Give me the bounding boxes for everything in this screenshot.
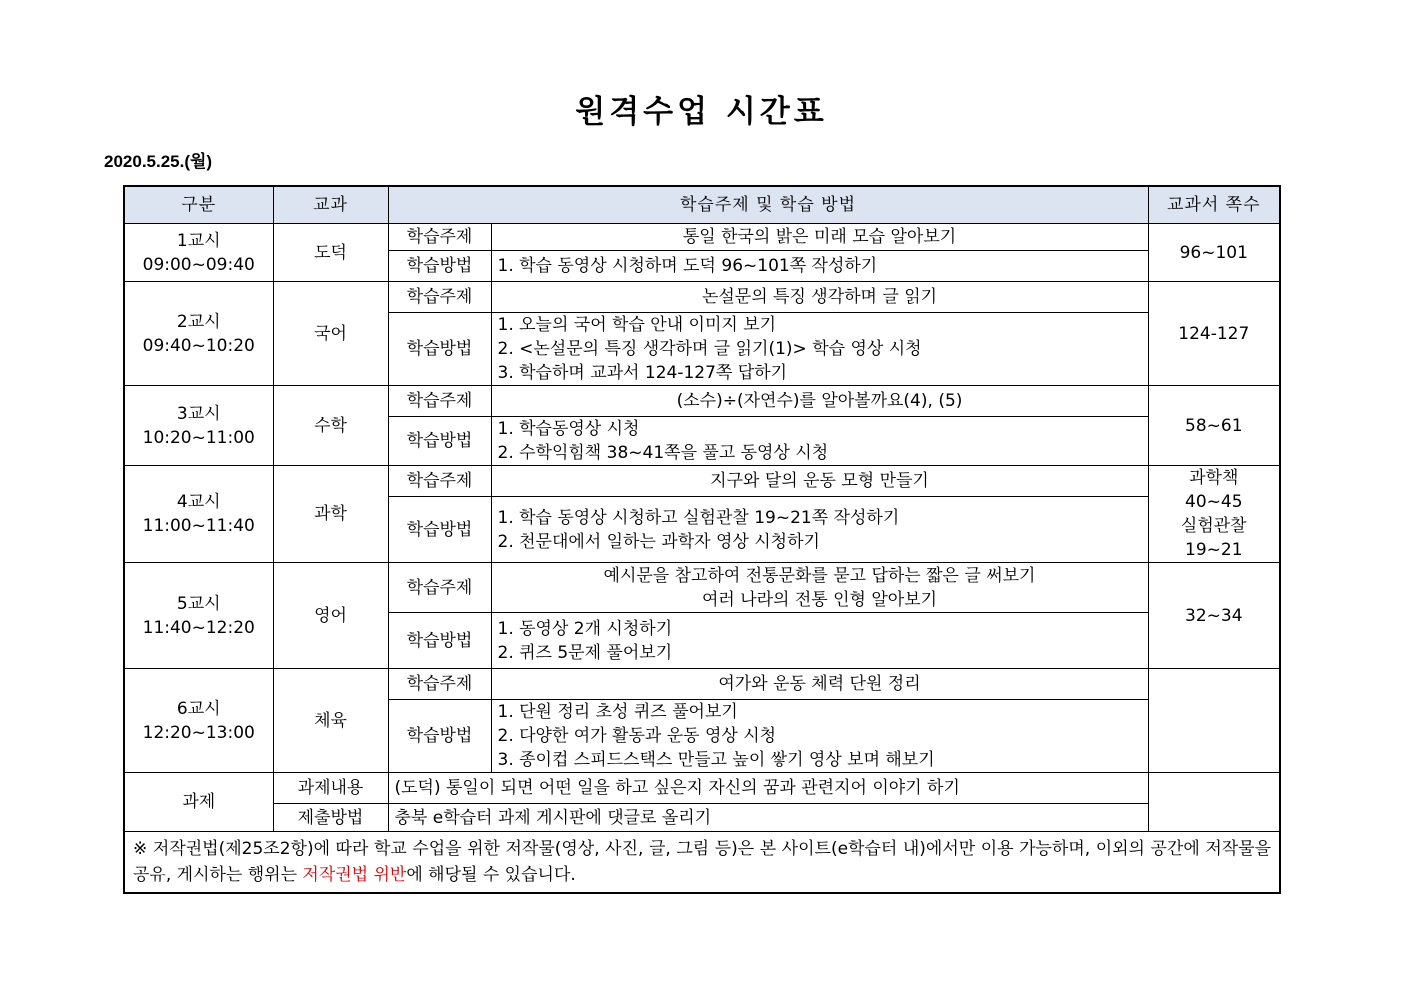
header-row bbox=[124, 186, 1280, 224]
topic-line: 통일 한국의 밝은 미래 모습 알아보기 bbox=[682, 227, 957, 247]
period-time: 09:00~09:40 bbox=[142, 254, 255, 275]
topic-line: 예시문을 참고하여 전통문화를 묻고 답하는 짧은 글 써보기 bbox=[603, 565, 1036, 586]
topic-label: 학습주제 bbox=[388, 282, 491, 313]
assignment-content-label: 과제내용 bbox=[273, 773, 388, 804]
method-line: 1. 동영상 2개 시청하기 bbox=[497, 618, 673, 639]
page-title: 원격수업 시간표 bbox=[575, 94, 828, 130]
period-row-1 bbox=[124, 224, 1280, 251]
period-cell bbox=[124, 282, 273, 386]
pages-cell bbox=[1148, 563, 1280, 669]
period-cell bbox=[124, 669, 273, 773]
assignment-content-row bbox=[124, 773, 1280, 804]
method-line: 3. 종이컵 스피드스택스 만들고 높이 쌓기 영상 보며 해보기 bbox=[497, 750, 935, 770]
period-name: 1교시 bbox=[176, 230, 221, 251]
header-category: 구분 bbox=[124, 186, 273, 224]
method-cell bbox=[491, 417, 1148, 466]
method-line: 2. <논설문의 특징 생각하며 글 읽기(1)> 학습 영상 시청 bbox=[497, 339, 922, 359]
notice-text-end: 에 해당될 수 있습니다. bbox=[406, 865, 576, 885]
pages-line: 40~45 bbox=[1185, 492, 1243, 512]
period-time: 12:20~13:00 bbox=[142, 722, 255, 743]
topic-cell bbox=[491, 282, 1148, 313]
period-name: 5교시 bbox=[176, 593, 221, 614]
assignment-submit-row bbox=[124, 804, 1280, 832]
notice-highlight: 저작권법 위반 bbox=[302, 865, 407, 885]
topic-label: 학습주제 bbox=[388, 669, 491, 700]
pages-cell bbox=[1148, 224, 1280, 282]
header-subject: 교과 bbox=[273, 186, 388, 224]
method-line: 1. 오늘의 국어 학습 안내 이미지 보기 bbox=[497, 315, 777, 335]
method-line: 2. 천문대에서 일하는 과학자 영상 시청하기 bbox=[497, 531, 820, 552]
method-line: 1. 단원 정리 초성 퀴즈 풀어보기 bbox=[497, 702, 738, 722]
header-topic-method: 학습주제 및 학습 방법 bbox=[388, 186, 1148, 224]
pages-cell bbox=[1148, 282, 1280, 386]
subject-cell: 국어 bbox=[273, 282, 388, 386]
topic-line: (소수)÷(자연수)를 알아볼까요(4), (5) bbox=[676, 391, 963, 411]
period-time: 11:40~12:20 bbox=[142, 617, 255, 638]
notice-text: ※ 저작권법(제25조2항)에 따라 학교 수업을 위한 저작물(영상, 사진, 글, 그림 등)은 본 사이트(e학습터 내)에서만 이용 가능하며, 이외의 공간에 저작물을 공유, 게시하는 행위는 bbox=[133, 839, 1272, 885]
topic-cell bbox=[491, 563, 1148, 613]
period-cell bbox=[124, 224, 273, 282]
topic-line: 여러 나라의 전통 인형 알아보기 bbox=[701, 589, 938, 610]
period-name: 4교시 bbox=[176, 492, 221, 512]
method-line: 1. 학습 동영상 시청하며 도덕 96~101쪽 작성하기 bbox=[497, 256, 878, 276]
period-name: 2교시 bbox=[176, 311, 221, 332]
date-label: 2020.5.25.(월) bbox=[104, 152, 213, 171]
period-cell bbox=[124, 563, 273, 669]
method-label: 학습방법 bbox=[388, 497, 491, 563]
subject-cell: 도덕 bbox=[273, 224, 388, 282]
assignment-submit: 충북 e학습터 과제 게시판에 댓글로 올리기 bbox=[388, 804, 1148, 832]
period-row-2 bbox=[124, 282, 1280, 313]
period-row-3 bbox=[124, 386, 1280, 417]
assignment-label: 과제 bbox=[124, 773, 273, 832]
method-label: 학습방법 bbox=[388, 313, 491, 386]
method-line: 2. 다양한 여가 활동과 운동 영상 시청 bbox=[497, 726, 777, 746]
topic-cell bbox=[491, 224, 1148, 251]
assignment-content: (도덕) 통일이 되면 어떤 일을 하고 싶은지 자신의 꿈과 관련지어 이야기 하기 bbox=[388, 773, 1148, 804]
subject-cell: 영어 bbox=[273, 563, 388, 669]
topic-line: 여가와 운동 체력 단원 정리 bbox=[718, 674, 921, 694]
pages-cell bbox=[1148, 386, 1280, 466]
header-pages: 교과서 쪽수 bbox=[1148, 186, 1280, 224]
pages-line: 32~34 bbox=[1185, 605, 1243, 626]
pages-cell bbox=[1148, 466, 1280, 563]
period-time: 10:20~11:00 bbox=[142, 427, 255, 448]
method-cell bbox=[491, 613, 1148, 669]
pages-line: 96~101 bbox=[1179, 242, 1248, 263]
period-cell bbox=[124, 386, 273, 466]
topic-cell bbox=[491, 669, 1148, 700]
method-cell bbox=[491, 251, 1148, 282]
method-label: 학습방법 bbox=[388, 700, 491, 773]
timetable bbox=[123, 185, 1281, 894]
period-row-5 bbox=[124, 563, 1280, 613]
topic-label: 학습주제 bbox=[388, 224, 491, 251]
topic-cell bbox=[491, 386, 1148, 417]
period-row-6 bbox=[124, 669, 1280, 700]
subject-cell: 체육 bbox=[273, 669, 388, 773]
assignment-pages-cell bbox=[1148, 773, 1280, 832]
topic-line: 지구와 달의 운동 모형 만들기 bbox=[710, 471, 929, 492]
method-cell bbox=[491, 700, 1148, 773]
subject-cell: 수학 bbox=[273, 386, 388, 466]
copyright-notice bbox=[124, 832, 1280, 894]
period-name: 6교시 bbox=[176, 698, 221, 719]
topic-cell bbox=[491, 466, 1148, 497]
method-cell bbox=[491, 313, 1148, 386]
period-name: 3교시 bbox=[176, 403, 221, 424]
method-line: 2. 퀴즈 5문제 풀어보기 bbox=[497, 642, 673, 663]
topic-label: 학습주제 bbox=[388, 466, 491, 497]
pages-line: 실험관찰 bbox=[1180, 516, 1247, 536]
method-line: 3. 학습하며 교과서 124-127쪽 답하기 bbox=[497, 363, 788, 383]
pages-cell bbox=[1148, 669, 1280, 773]
pages-line: 124-127 bbox=[1178, 323, 1250, 344]
topic-label: 학습주제 bbox=[388, 563, 491, 613]
notice-row bbox=[124, 832, 1280, 894]
method-label: 학습방법 bbox=[388, 613, 491, 669]
method-line: 1. 학습동영상 시청 bbox=[497, 419, 640, 439]
assignment-submit-label: 제출방법 bbox=[273, 804, 388, 832]
method-label: 학습방법 bbox=[388, 251, 491, 282]
method-line: 2. 수학익힘책 38~41쪽을 풀고 동영상 시청 bbox=[497, 443, 829, 463]
method-label: 학습방법 bbox=[388, 417, 491, 466]
method-cell bbox=[491, 497, 1148, 563]
topic-line: 논설문의 특징 생각하며 글 읽기 bbox=[701, 287, 938, 307]
period-time: 09:40~10:20 bbox=[142, 335, 255, 356]
subject-cell: 과학 bbox=[273, 466, 388, 563]
pages-line: 과학책 bbox=[1189, 468, 1239, 488]
period-time: 11:00~11:40 bbox=[142, 516, 255, 536]
pages-line: 19~21 bbox=[1185, 540, 1243, 560]
period-cell bbox=[124, 466, 273, 563]
method-line: 1. 학습 동영상 시청하고 실험관찰 19~21쪽 작성하기 bbox=[497, 507, 900, 528]
pages-line: 58~61 bbox=[1185, 415, 1243, 436]
period-row-4 bbox=[124, 466, 1280, 497]
topic-label: 학습주제 bbox=[388, 386, 491, 417]
